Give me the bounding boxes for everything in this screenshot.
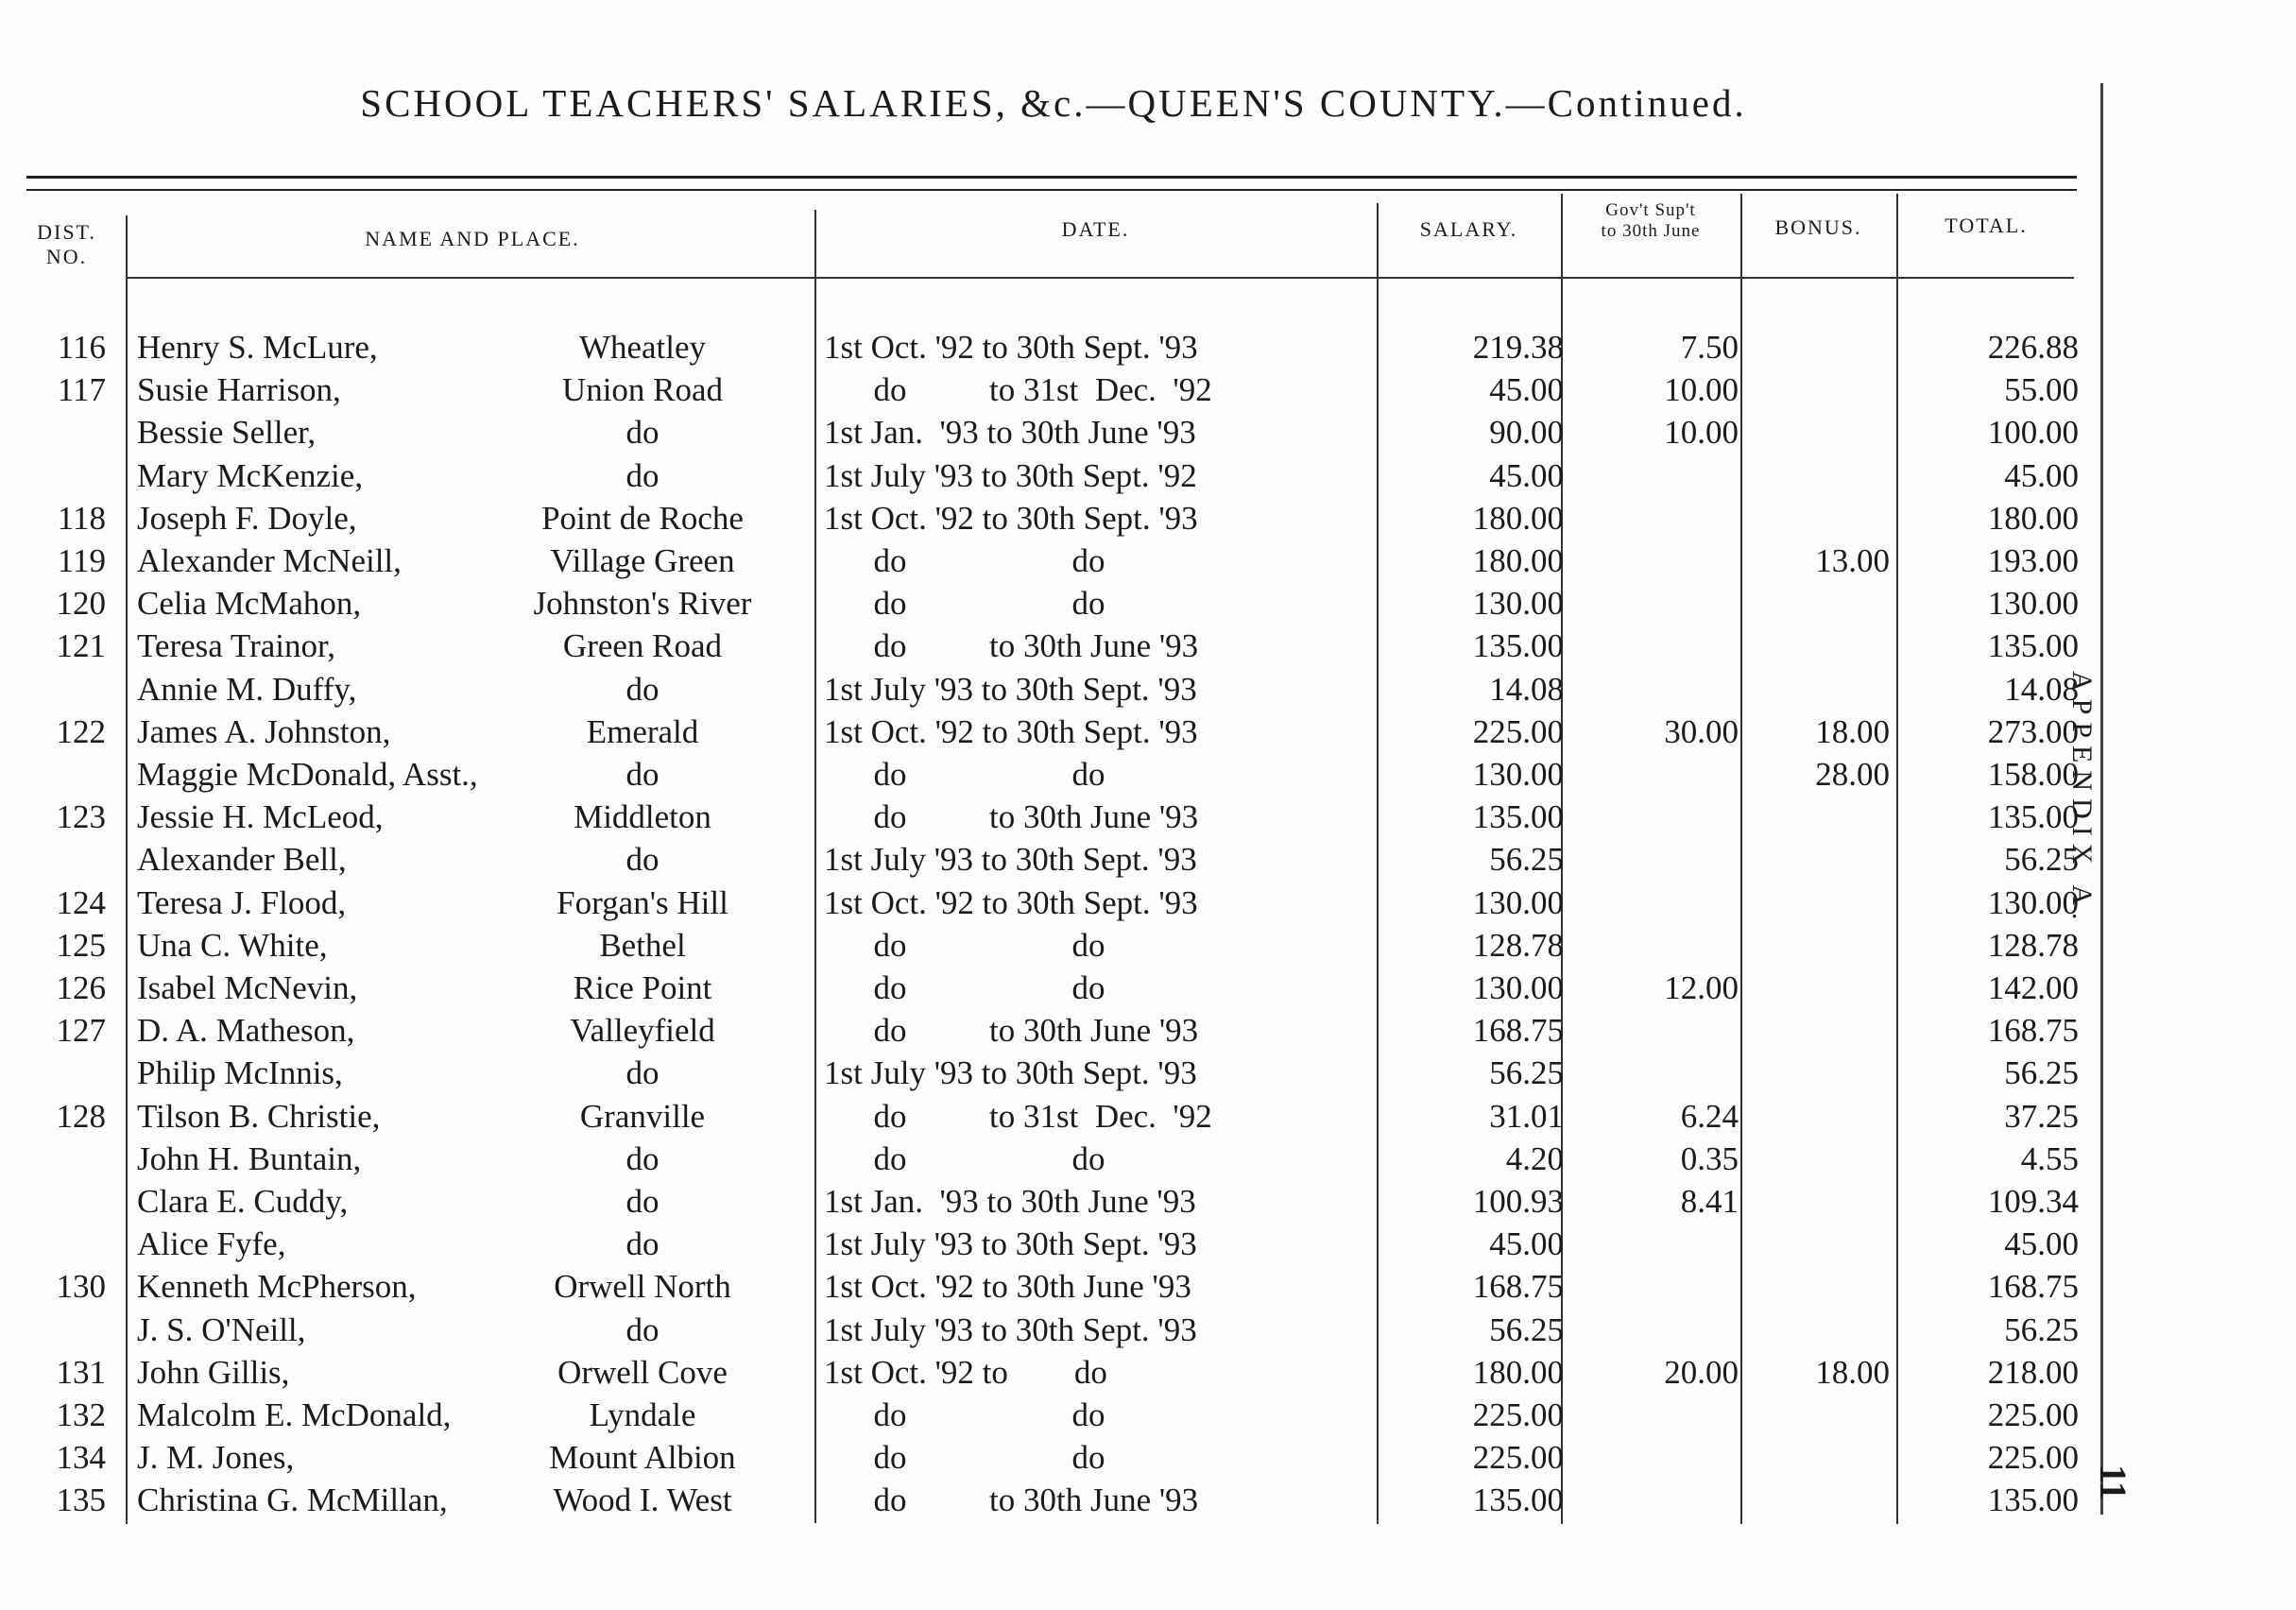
header-rule (128, 277, 2074, 279)
table-row (0, 1265, 2107, 1308)
total-amount: 45.00 (2004, 1225, 2079, 1263)
teacher-name: Mary McKenzie, (137, 456, 364, 494)
salary-amount: 180.00 (1472, 499, 1564, 537)
govt-supplement: 30.00 (1664, 712, 1739, 750)
salary-amount: 180.00 (1472, 1353, 1564, 1391)
teacher-name: John H. Buntain, (137, 1139, 362, 1177)
table-row (0, 368, 2107, 411)
school-place: Emerald (586, 712, 699, 750)
bonus-amount: 18.00 (1815, 1353, 1890, 1391)
dist-number: 130 (56, 1268, 106, 1306)
salary-amount: 135.00 (1472, 1482, 1564, 1519)
date-range: 1st Oct. '92 to 30th Sept. '93 (824, 329, 1198, 366)
date-range: 1st July '93 to 30th Sept. '93 (824, 841, 1197, 879)
dist-number: 126 (56, 969, 106, 1006)
date-range: 1st Jan. '93 to 30th June '93 (824, 414, 1196, 452)
table-row (0, 1223, 2107, 1265)
teacher-name: Bessie Seller, (137, 414, 317, 452)
school-place: do (625, 670, 660, 708)
salary-amount: 130.00 (1472, 969, 1564, 1006)
total-amount: 109.34 (1987, 1183, 2079, 1220)
school-place: Granville (579, 1097, 706, 1135)
table-row (0, 582, 2107, 625)
bonus-amount: 13.00 (1815, 542, 1890, 579)
table-row (0, 967, 2107, 1009)
dist-number: 134 (56, 1439, 106, 1477)
school-place: Forgan's Hill (557, 883, 728, 921)
date-range: do do (824, 585, 1105, 623)
date-range: do to 30th June '93 (824, 1482, 1199, 1519)
school-place: Rice Point (573, 969, 712, 1006)
dist-number: 131 (56, 1353, 106, 1391)
salary-amount: 31.01 (1489, 1097, 1564, 1135)
total-amount: 56.25 (2004, 1310, 2079, 1348)
teacher-name: Alice Fyfe, (137, 1225, 286, 1263)
school-place: Mount Albion (549, 1439, 736, 1477)
school-place: do (625, 1054, 660, 1092)
teacher-name: Susie Harrison, (137, 371, 341, 409)
table-row (0, 924, 2107, 967)
date-range: 1st July '93 to 30th Sept. '93 (824, 1225, 1197, 1263)
date-range: 1st July '93 to 30th Sept. '93 (824, 1310, 1197, 1348)
date-range: do do (824, 969, 1105, 1006)
teacher-name: James A. Johnston, (137, 712, 391, 750)
teacher-name: J. M. Jones, (137, 1439, 295, 1477)
teacher-name: Teresa J. Flood, (137, 883, 347, 921)
salary-amount: 56.25 (1489, 841, 1564, 879)
salary-amount: 100.93 (1472, 1183, 1564, 1220)
date-range: do to 30th June '93 (824, 1012, 1199, 1050)
school-place: do (625, 756, 660, 793)
teacher-name: Alexander McNeill, (137, 542, 402, 579)
appendix-label: APPENDIX A. (2066, 671, 2098, 928)
dist-number: 120 (56, 585, 106, 623)
table-row (0, 1436, 2107, 1479)
total-amount: 168.75 (1987, 1012, 2079, 1050)
bonus-amount: 28.00 (1815, 756, 1890, 793)
table-row (0, 711, 2107, 753)
teacher-name: Alexander Bell, (137, 841, 347, 879)
dist-number: 127 (56, 1012, 106, 1050)
table-row (0, 1180, 2107, 1223)
salary-amount: 128.78 (1472, 926, 1564, 964)
teacher-name: Christina G. McMillan, (137, 1482, 448, 1519)
dist-number: 132 (56, 1396, 106, 1433)
govt-supplement: 10.00 (1664, 414, 1739, 452)
dist-number: 125 (56, 926, 106, 964)
dist-number: 128 (56, 1097, 106, 1135)
table-row (0, 1095, 2107, 1138)
salary-amount: 168.75 (1472, 1268, 1564, 1306)
total-amount: 225.00 (1987, 1439, 2079, 1477)
date-range: do do (824, 926, 1105, 964)
date-range: 1st July '93 to 30th Sept. '93 (824, 1054, 1197, 1092)
top-rule-thin (26, 189, 2077, 191)
date-range: do to 30th June '93 (824, 798, 1199, 836)
date-range: 1st Oct. '92 to 30th Sept. '93 (824, 712, 1198, 750)
salary-amount: 130.00 (1472, 585, 1564, 623)
school-place: do (625, 1310, 660, 1348)
header-dist-line1: DIST. (37, 220, 96, 244)
table-row (0, 326, 2107, 368)
salary-amount: 225.00 (1472, 1396, 1564, 1433)
total-amount: 135.00 (1987, 1482, 2079, 1519)
govt-supplement: 0.35 (1680, 1139, 1739, 1177)
date-range: do to 30th June '93 (824, 627, 1199, 665)
school-place: Wheatley (578, 329, 707, 366)
total-amount: 135.00 (1987, 627, 2079, 665)
teacher-name: Tilson B. Christie, (137, 1097, 381, 1135)
salary-amount: 14.08 (1489, 670, 1564, 708)
school-place: Middleton (574, 798, 711, 836)
total-amount: 100.00 (1987, 414, 2079, 452)
salary-amount: 130.00 (1472, 756, 1564, 793)
teacher-name: Joseph F. Doyle, (137, 499, 357, 537)
header-govt (1561, 200, 1740, 242)
govt-supplement: 20.00 (1664, 1353, 1739, 1391)
header-salary: SALARY. (1419, 217, 1518, 241)
school-place: do (625, 456, 660, 494)
salary-amount: 4.20 (1505, 1139, 1564, 1177)
total-amount: 142.00 (1987, 969, 2079, 1006)
table-row (0, 882, 2107, 924)
salary-amount: 135.00 (1472, 798, 1564, 836)
dist-number: 122 (56, 712, 106, 750)
date-range: 1st Jan. '93 to 30th June '93 (824, 1183, 1196, 1220)
salary-amount: 90.00 (1489, 414, 1564, 452)
total-amount: 135.00 (1987, 798, 2079, 836)
header-date: DATE. (1061, 217, 1130, 241)
total-amount: 56.25 (2004, 1054, 2079, 1092)
school-place: Village Green (550, 542, 735, 579)
salary-amount: 219.38 (1472, 329, 1564, 366)
salary-amount: 135.00 (1472, 627, 1564, 665)
table-row (0, 838, 2107, 881)
bonus-amount: 18.00 (1815, 712, 1890, 750)
school-place: Point de Roche (541, 499, 744, 537)
salary-amount: 56.25 (1489, 1310, 1564, 1348)
total-amount: 45.00 (2004, 456, 2079, 494)
total-amount: 273.00 (1987, 712, 2079, 750)
teacher-name: Isabel McNevin, (137, 969, 358, 1006)
teacher-name: Teresa Trainor, (137, 627, 335, 665)
table-row (0, 1009, 2107, 1052)
date-range: 1st July '93 to 30th Sept. '93 (824, 670, 1197, 708)
total-amount: 193.00 (1987, 542, 2079, 579)
teacher-name: Henry S. McLure, (137, 329, 378, 366)
total-amount: 128.78 (1987, 926, 2079, 964)
school-place: Orwell North (554, 1268, 731, 1306)
table-row (0, 1309, 2107, 1351)
total-amount: 37.25 (2004, 1097, 2079, 1135)
table-row (0, 497, 2107, 540)
header-dist (26, 220, 107, 269)
table-row (0, 1351, 2107, 1394)
date-range: 1st Oct. '92 to 30th June '93 (824, 1268, 1191, 1306)
table-row (0, 1052, 2107, 1094)
teacher-name: John Gillis, (137, 1353, 290, 1391)
total-amount: 180.00 (1987, 499, 2079, 537)
teacher-name: Jessie H. McLeod, (137, 798, 384, 836)
school-place: Orwell Cove (557, 1353, 728, 1391)
school-place: Valleyfield (570, 1012, 715, 1050)
teacher-name: Annie M. Duffy, (137, 670, 357, 708)
school-place: do (625, 1183, 660, 1220)
school-place: do (625, 414, 660, 452)
govt-supplement: 7.50 (1680, 329, 1739, 366)
dist-number: 124 (56, 883, 106, 921)
dist-number: 135 (56, 1482, 106, 1519)
teacher-name: Kenneth McPherson, (137, 1268, 417, 1306)
salary-amount: 45.00 (1489, 371, 1564, 409)
school-place: Bethel (599, 926, 686, 964)
school-place: do (625, 1139, 660, 1177)
total-amount: 4.55 (2020, 1139, 2079, 1177)
salary-amount: 130.00 (1472, 883, 1564, 921)
teacher-name: Clara E. Cuddy, (137, 1183, 349, 1220)
school-place: Union Road (561, 371, 724, 409)
teacher-name: Philip McInnis, (137, 1054, 343, 1092)
total-amount: 225.00 (1987, 1396, 2079, 1433)
salary-amount: 168.75 (1472, 1012, 1564, 1050)
total-amount: 130.00 (1987, 585, 2079, 623)
teacher-name: Maggie McDonald, Asst., (137, 756, 478, 793)
total-amount: 55.00 (2004, 371, 2079, 409)
date-range: do to 31st Dec. '92 (824, 1097, 1212, 1135)
date-range: do to 31st Dec. '92 (824, 371, 1212, 409)
dist-number: 119 (57, 542, 106, 579)
table-row (0, 753, 2107, 796)
salary-amount: 45.00 (1489, 456, 1564, 494)
header-govt-line2: to 30th June (1601, 221, 1701, 241)
header-bonus: BONUS. (1774, 215, 1862, 239)
date-range: do do (824, 542, 1105, 579)
header-name: NAME AND PLACE. (365, 227, 580, 250)
table-row (0, 668, 2107, 711)
dist-number: 121 (56, 627, 106, 665)
table-row (0, 411, 2107, 454)
date-range: 1st Oct. '92 to 30th Sept. '93 (824, 883, 1198, 921)
page-title: SCHOOL TEACHERS' SALARIES, &c.—QUEEN'S COUNTY.—Continued. (360, 81, 1747, 125)
govt-supplement: 8.41 (1680, 1183, 1739, 1220)
total-amount: 226.88 (1987, 329, 2079, 366)
teacher-name: J. S. O'Neill, (137, 1310, 306, 1348)
govt-supplement: 12.00 (1664, 969, 1739, 1006)
salary-amount: 45.00 (1489, 1225, 1564, 1263)
date-range: 1st Oct. '92 to 30th Sept. '93 (824, 499, 1198, 537)
header-govt-line1: Gov't Sup't (1605, 200, 1696, 220)
total-amount: 158.00 (1987, 756, 2079, 793)
teacher-name: Celia McMahon, (137, 585, 362, 623)
salary-amount: 225.00 (1472, 1439, 1564, 1477)
table-row (0, 1138, 2107, 1180)
school-place: Wood I. West (553, 1482, 732, 1519)
school-place: Green Road (562, 627, 723, 665)
salary-amount: 56.25 (1489, 1054, 1564, 1092)
date-range: 1st July '93 to 30th Sept. '92 (824, 456, 1197, 494)
total-amount: 168.75 (1987, 1268, 2079, 1306)
total-amount: 218.00 (1987, 1353, 2079, 1391)
teacher-name: Malcolm E. McDonald, (137, 1396, 452, 1433)
school-place: Lyndale (589, 1396, 696, 1433)
teacher-name: Una C. White, (137, 926, 328, 964)
total-amount: 14.08 (2004, 670, 2079, 708)
salary-amount: 225.00 (1472, 712, 1564, 750)
salary-amount: 180.00 (1472, 542, 1564, 579)
govt-supplement: 10.00 (1664, 371, 1739, 409)
govt-supplement: 6.24 (1680, 1097, 1739, 1135)
date-range: do do (824, 1396, 1105, 1433)
header-total: TOTAL. (1945, 214, 2028, 237)
school-place: do (625, 1225, 660, 1263)
date-range: do do (824, 756, 1105, 793)
page-number: 11 (2092, 1464, 2134, 1500)
table-row (0, 625, 2107, 667)
dist-number: 123 (56, 798, 106, 836)
teacher-name: D. A. Matheson, (137, 1012, 355, 1050)
top-rule (26, 176, 2077, 179)
school-place: Johnston's River (533, 585, 752, 623)
date-range: do do (824, 1139, 1105, 1177)
dist-number: 118 (57, 499, 106, 537)
date-range: 1st Oct. '92 to do (824, 1353, 1107, 1391)
header-dist-line2: NO. (45, 245, 88, 268)
table-row (0, 540, 2107, 582)
total-amount: 130.00 (1987, 883, 2079, 921)
school-place: do (625, 841, 660, 879)
dist-number: 117 (57, 371, 106, 409)
table-row (0, 1394, 2107, 1436)
table-row (0, 796, 2107, 838)
date-range: do do (824, 1439, 1105, 1477)
total-amount: 56.25 (2004, 841, 2079, 879)
table-row (0, 1479, 2107, 1521)
dist-number: 116 (57, 329, 106, 366)
table-row (0, 454, 2107, 497)
